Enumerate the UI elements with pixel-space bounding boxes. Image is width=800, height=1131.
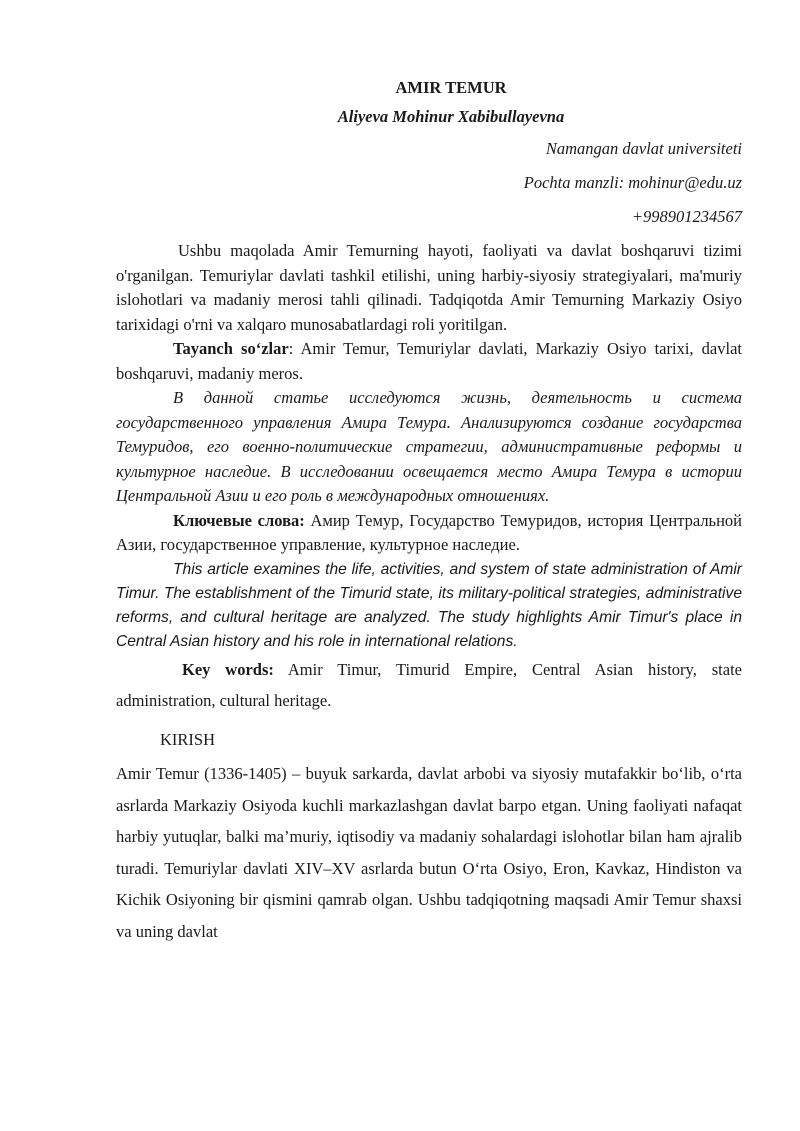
affiliation-university: Namangan davlat universiteti <box>545 139 742 158</box>
abstract-uz: Ushbu maqolada Amir Temurning hayoti, faoliyati va davlat boshqaruvi tizimi o'rganilgan. Temuriylar davlati tashkil etilishi, uning harbiy-siyosiy strategiyalari, ma'muriy islohotlari va madaniy merosi tahli qilinadi. Tadqiqotda Amir Temurning Markaziy Osiyo tarixidagi o'rni va xalqaro munosabatlardagi roli yoritilgan. <box>116 241 742 334</box>
keywords-en-text: Amir Timur, Timurid Empire, Central Asian history, state administration, cultural heritage. <box>116 660 742 711</box>
section-heading-intro: KIRISH <box>160 730 216 750</box>
keywords-en-label: Key words: <box>182 660 274 680</box>
keywords-uz-label: Tayanch so‘zlar <box>173 339 289 358</box>
affiliation-email: Pochta manzli: mohinur@edu.uz <box>523 173 742 192</box>
keywords-en <box>116 654 742 716</box>
abstract-en: This article examines the life, activities, and system of state administration of Amir Timur. The establishment of the Timurid state, its military-political strategies, administrative reforms, and cultural heritage are analyzed. The study highlights Amir Timur's place in Central Asian history and his role in international relations. <box>116 560 742 651</box>
paper-title: AMIR TEMUR <box>395 78 507 97</box>
affiliation-phone: +998901234567 <box>631 207 742 226</box>
author-name: Aliyeva Mohinur Xabibullayevna <box>337 107 565 126</box>
keywords-ru-text: Амир Темур, Государство Темуридов, история Центральной Азии, государственное управление, культурное наследие. <box>116 510 742 554</box>
intro-paragraph: Amir Temur (1336-1405) – buyuk sarkarda, davlat arbobi va siyosiy mutafakkir bo‘lib, o‘rta asrlarda Markaziy Osiyoda kuchli markazlashgan davlat barpo etgan. Uning faoliyati nafaqat harbiy yutuqlar, balki ma’muriy, iqtisodiy va madaniy sohalardagi islohotlar bilan ham ajralib turadi. Temuriylar davlati XIV–XV asrlarda butun O‘rta Osiyo, Eron, Kavkaz, Hindiston va Kichik Osiyoning bir qismini qamrab olgan. Ushbu tadqiqotning maqsadi Amir Temur shaxsi va uning davlat <box>116 764 742 941</box>
abstract-ru: В данной статье исследуются жизнь, деятельность и система государственного управления Амира Темура. Анализируются создание государства Темуридов, его военно-политические стратегии, административные реформы и культурное наследие. В исследовании освещается место Амира Темура в истории Центральной Азии и его роль в международных отношениях. <box>116 388 742 505</box>
keywords-ru-label: Ключевые слова: <box>173 510 305 530</box>
document-page <box>116 76 742 947</box>
keywords-ru <box>116 509 742 558</box>
keywords-uz <box>116 337 742 386</box>
keywords-uz-text: : Amir Temur, Temuriylar davlati, Markaziy Osiyo tarixi, davlat boshqaruvi, madaniy meros. <box>116 339 742 383</box>
